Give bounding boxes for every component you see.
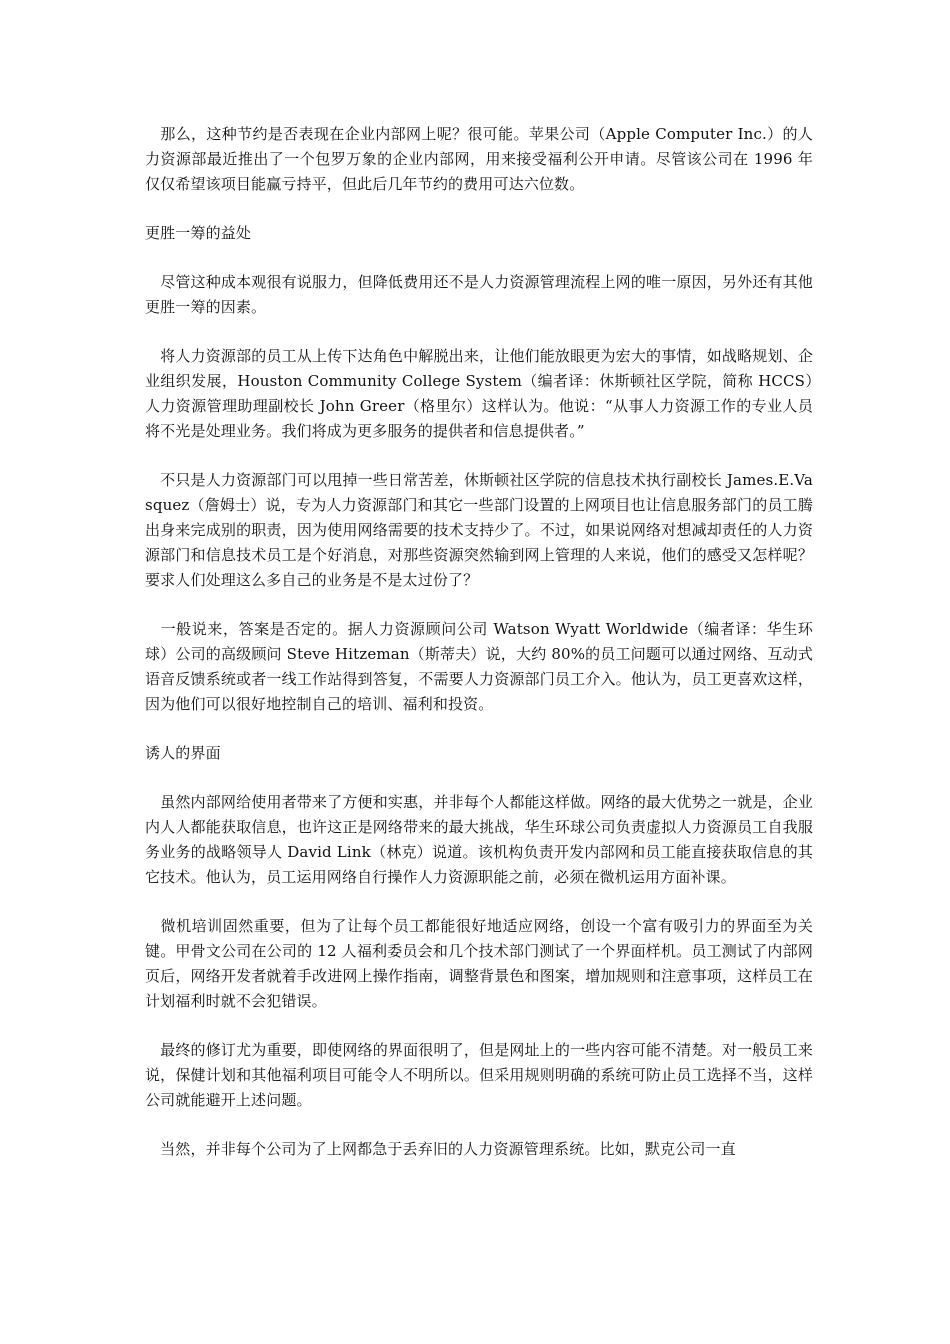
paragraph-steve-hitzeman: 一般说来，答案是否定的。据人力资源顾问公司 Watson Wyatt Worldwide（编者译：华生环球）公司的高级顾问 Steve Hitzeman（斯蒂夫）说，大约 80%的员工问题可以通过网络、互动式语音反馈系统或者一线工作站得到答复，不需要人力资源部门员工介入。他认为，员工更喜欢这样，因为他们可以很好地控制自己的培训、福利和投资。: [145, 620, 813, 713]
paragraph-pc-training: 微机培训固然重要，但为了让每个员工都能很好地适应网络，创设一个富有吸引力的界面至为关键。甲骨文公司在公司的 12 人福利委员会和几个技术部门测试了一个界面样机。员工测试了内部网页后，网络开发者就着手改进网上操作指南，调整背景色和图案，增加规则和注意事项，这样员工在计划福利时就不会犯错误。: [145, 917, 813, 1010]
paragraph-final-revision: 最终的修订尤为重要，即使网络的界面很明了，但是网址上的一些内容可能不清楚。对一般员工来说，保健计划和其他福利项目可能令人不明所以。但采用规则明确的系统可防止员工选择不当，这样公司就能避开上述问题。: [145, 1041, 813, 1109]
paragraph-apple-intranet: 那么，这种节约是否表现在企业内部网上呢？很可能。苹果公司（Apple Computer Inc.）的人力资源部最近推出了一个包罗万象的企业内部网，用来接受福利公开申请。尽管该公司在 1996 年仅仅希望该项目能赢亏持平，但此后几年节约的费用可达六位数。: [145, 125, 813, 193]
section-heading-benefits: 更胜一筹的益处: [145, 224, 252, 242]
paragraph-merck: 当然，并非每个公司为了上网都急于丢弃旧的人力资源管理系统。比如，默克公司一直: [145, 1140, 736, 1158]
paragraph-cost-view: 尽管这种成本观很有说服力，但降低费用还不是人力资源管理流程上网的唯一原因，另外还有其他更胜一筹的因素。: [145, 273, 813, 316]
paragraph-james-vasquez: 不只是人力资源部门可以甩掉一些日常苦差，休斯顿社区学院的信息技术执行副校长 James.E.Vasquez（詹姆士）说，专为人力资源部门和其它一些部门设置的上网项目也让信息服务部门的员工腾出身来完成别的职责，因为使用网络需要的技术支持少了。不过，如果说网络对想减却责任的人力资源部门和信息技术员工是个好消息，对那些资源突然输到网上管理的人来说，他们的感受又怎样呢？要求人们处理这么多自己的业务是不是太过份了？: [145, 471, 813, 589]
paragraph-john-greer: 将人力资源部的员工从上传下达角色中解脱出来，让他们能放眼更为宏大的事情，如战略规划、企业组织发展，Houston Community College System（编者译：休斯顿社区学院，简称 HCCS）人力资源管理助理副校长 John Greer（格里尔）这样认为。他说：“从事人力资源工作的专业人员将不光是处理业务。我们将成为更多服务的提供者和信息提供者。”: [145, 347, 813, 440]
section-heading-interface: 诱人的界面: [145, 744, 221, 762]
document-body: [145, 122, 813, 1186]
paragraph-david-link: 虽然内部网给使用者带来了方便和实惠，并非每个人都能这样做。网络的最大优势之一就是，企业内人人都能获取信息，也许这正是网络带来的最大挑战，华生环球公司负责虚拟人力资源员工自我服务业务的战略领导人 David Link（林克）说道。该机构负责开发内部网和员工能直接获取信息的其它技术。他认为，员工运用网络自行操作人力资源职能之前，必须在微机运用方面补课。: [145, 793, 813, 886]
